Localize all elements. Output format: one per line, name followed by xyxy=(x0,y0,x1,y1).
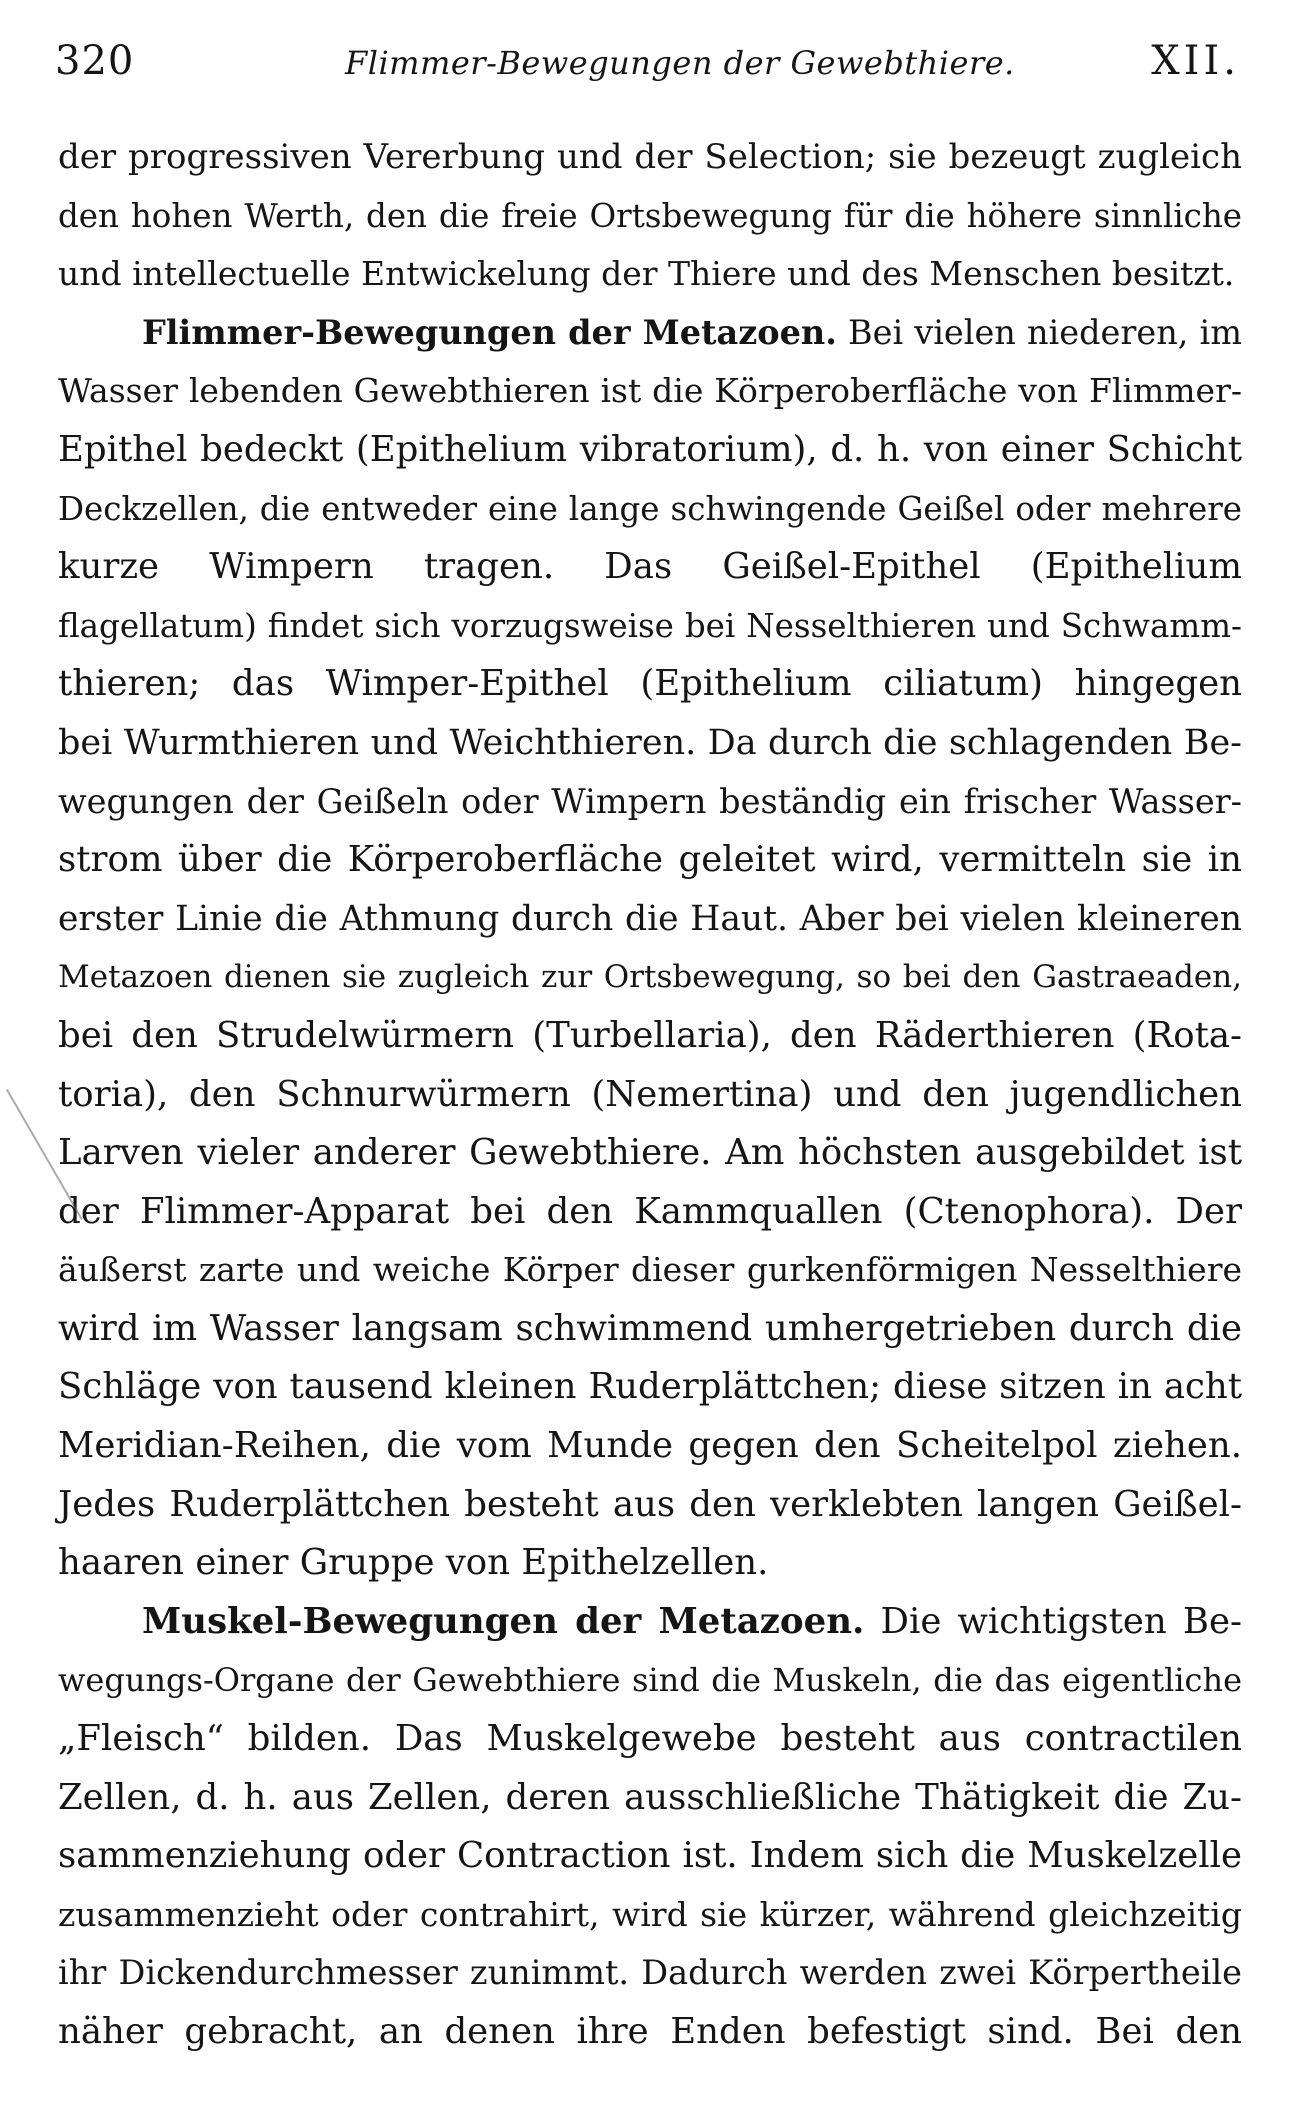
text-line: näher gebracht, an denen ihre Enden befestigt sind. Bei den xyxy=(58,2011,1242,2052)
text-line: ihr Dickendurchmesser zunimmt. Dadurch werden zwei Körpertheile xyxy=(58,1953,1242,1993)
text-line: toria), den Schnurwürmern (Nemertina) und den jugendlichen xyxy=(58,1073,1242,1115)
text-line: strom über die Körperoberfläche geleitet wird, vermitteln sie in xyxy=(58,839,1242,881)
text-line: Metazoen dienen sie zugleich zur Ortsbewegung, so bei den Gastraeaden, xyxy=(58,959,1242,996)
paragraph-muskel-bewegungen xyxy=(58,1593,1242,2062)
section-heading-muskel: Muskel-Bewegungen der Metazoen. xyxy=(142,1600,865,1642)
text-line: bei den Strudelwürmern (Turbellaria), den Räderthieren (Rota- xyxy=(58,1014,1242,1056)
chapter-number: XII. xyxy=(1151,38,1240,84)
paragraph-continuation xyxy=(58,128,1242,304)
page-number: 320 xyxy=(55,38,135,84)
text-line: wegungs-Organe der Gewebthiere sind die Muskeln, die das eigentliche xyxy=(58,1661,1242,1700)
text-line: und intellectuelle Entwickelung der Thiere und des Menschen besitzt. xyxy=(58,254,1235,294)
paragraph-flimmer-bewegungen xyxy=(58,304,1242,1593)
text-line: thieren; das Wimper-Epithel (Epithelium ciliatum) hingegen xyxy=(58,663,1242,705)
text-line: erster Linie die Athmung durch die Haut. Aber bei vielen kleineren xyxy=(58,898,1242,939)
text-line-with-heading xyxy=(58,304,1242,363)
text-line: Bei vielen niederen, im xyxy=(836,312,1243,352)
text-line: der Flimmer-Apparat bei den Kammquallen (Ctenophora). Der xyxy=(58,1190,1242,1232)
text-line: Jedes Ruderplättchen besteht aus den verklebten langen Geißel- xyxy=(58,1483,1242,1525)
text-line: flagellatum) findet sich vorzugsweise bei Nesselthieren und Schwamm- xyxy=(58,606,1242,645)
text-line: bei Wurmthieren und Weichthieren. Da durch die schlagenden Be- xyxy=(58,722,1242,763)
text-line: der progressiven Vererbung und der Selection; sie bezeugt zugleich xyxy=(58,137,1242,177)
text-line: äußerst zarte und weiche Körper dieser gurkenförmigen Nesselthiere xyxy=(58,1250,1242,1290)
text-line: „Fleisch“ bilden. Das Muskelgewebe besteht aus contractilen xyxy=(58,1718,1242,1760)
text-line: kurze Wimpern tragen. Das Geißel-Epithel (Epithelium xyxy=(58,546,1242,588)
text-line: zusammenzieht oder contrahirt, wird sie kürzer, während gleichzeitig xyxy=(58,1894,1242,1934)
text-line: wird im Wasser langsam schwimmend umhergetrieben durch die xyxy=(58,1307,1242,1349)
text-line: sammenziehung oder Contraction ist. Indem sich die Muskelzelle xyxy=(58,1835,1242,1877)
text-line: Schläge von tausend kleinen Ruderplättchen; diese sitzen in acht xyxy=(58,1366,1242,1408)
text-line: Epithel bedeckt (Epithelium vibratorium), d. h. von einer Schicht xyxy=(58,428,1242,470)
text-line: Larven vieler anderer Gewebthiere. Am höchsten ausgebildet ist xyxy=(58,1132,1242,1174)
text-line: Die wichtigsten Be- xyxy=(864,1600,1242,1642)
section-heading-flimmer: Flimmer-Bewegungen der Metazoen. xyxy=(142,312,837,352)
text-line: Zellen, d. h. aus Zellen, deren ausschließliche Thätigkeit die Zu- xyxy=(58,1776,1242,1818)
body-text xyxy=(58,128,1242,2062)
text-line: Wasser lebenden Gewebthieren ist die Körperoberfläche von Flimmer- xyxy=(58,371,1242,411)
text-line: wegungen der Geißeln oder Wimpern beständig ein frischer Wasser- xyxy=(58,781,1242,821)
running-title: Flimmer-Bewegungen der Gewebthiere. xyxy=(345,44,1015,82)
text-line: haaren einer Gruppe von Epithelzellen. xyxy=(58,1542,769,1584)
text-line: Deckzellen, die entweder eine lange schwingende Geißel oder mehrere xyxy=(58,489,1242,528)
text-line: Meridian-Reihen, die vom Munde gegen den Scheitelpol ziehen. xyxy=(58,1425,1242,1467)
running-head xyxy=(55,38,1240,98)
text-line-with-heading xyxy=(58,1593,1242,1652)
text-line: den hohen Werth, den die freie Ortsbewegung für die höhere sinnliche xyxy=(58,196,1242,235)
